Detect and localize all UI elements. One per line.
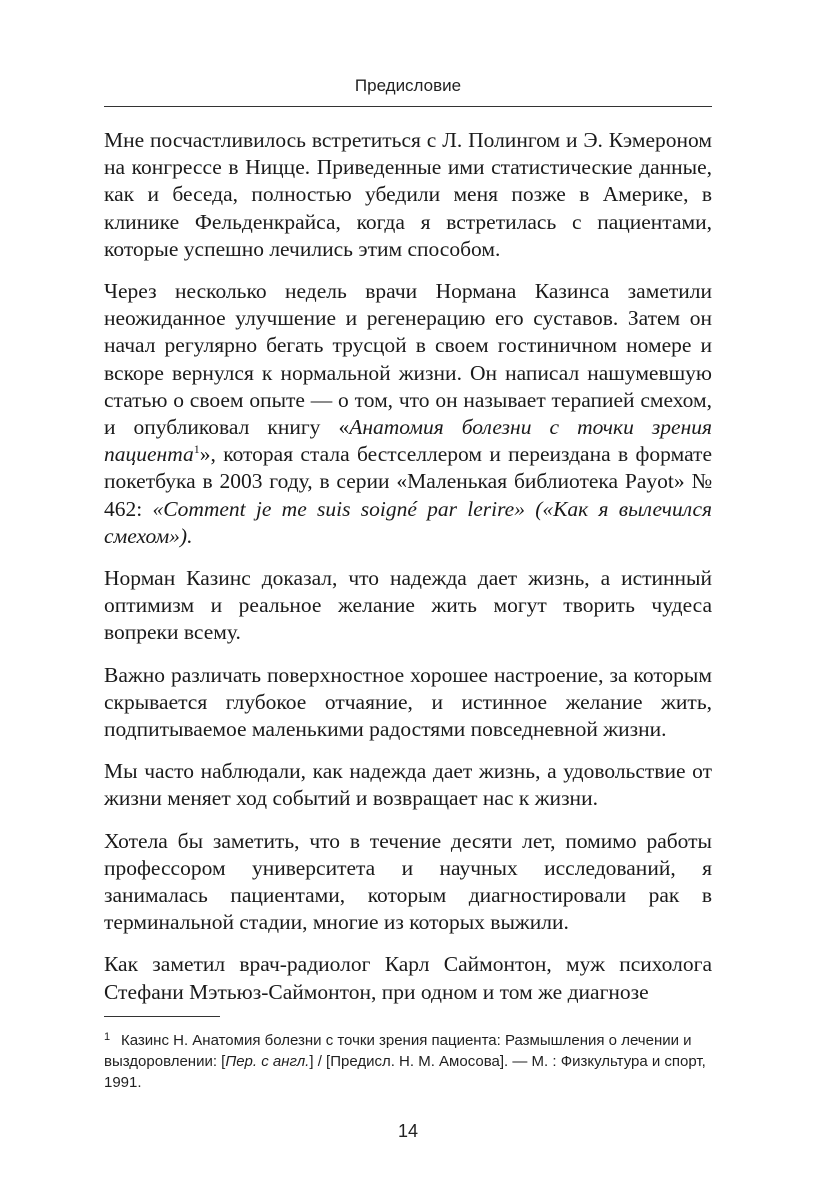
paragraph-3: Норман Казинс доказал, что надежда дает жизнь, а истинный оптимизм и реальное желание жить могут творить чудеса вопреки всему. — [104, 566, 712, 645]
body-text — [104, 127, 712, 1021]
paragraph-2-text-b: », которая стала бестселлером и переиздана в формате покетбука в 2003 году, в серии «Маленькая библиотека Payot» № 462: — [104, 442, 712, 521]
footnote-italic: Пер. с англ. — [225, 1053, 310, 1070]
running-title: Предисловие — [354, 76, 462, 95]
footnote — [104, 1027, 712, 1093]
footnote-number: 1 — [104, 1031, 111, 1043]
paragraph-5: Мы часто наблюдали, как надежда дает жизнь, а удовольствие от жизни меняет ход событий и возвращает нас к жизни. — [104, 759, 712, 811]
french-title-italic: «Comment je me suis soigné par lerire» («Как я вылечился смехом»). — [104, 496, 712, 548]
paragraph-7: Как заметил врач-радиолог Карл Саймонтон, муж психолога Стефани Мэтьюз-Саймонтон, при одном и том же диагнозе — [104, 952, 712, 1004]
paragraph-2-text-a: Через несколько недель врачи Нормана Казинса заметили неожиданное улучшение и регенерацию его суставов. Затем он начал регулярно бегать трусцой в своем гостиничном номере и вскоре вернулся к нормальной жизни. Он написал нашумевшую статью о своем опыте — о том, что он называет терапией смехом, и опубликовал книгу « — [104, 279, 712, 440]
book-title-italic: Анатомия болезни с точки зрения пациента — [104, 415, 713, 467]
paragraph-4: Важно различать поверхностное хорошее настроение, за которым скрывается глубокое отчаяние, и истинное желание жить, подпитываемое маленькими радостями повседневной жизни. — [104, 662, 712, 742]
footnote-rule — [104, 1016, 220, 1017]
paragraph-1: Мне посчастливилось встретиться с Л. Полингом и Э. Кэмероном на конгрессе в Ницце. Приведенные ими статистические данные, как и беседа, полностью убедили меня позже в Америке, в клинике Фельденкрайса, когда я встретилась с пациентами, которые успешно лечились этим способом. — [104, 128, 712, 261]
page-number: 14 — [397, 1121, 419, 1141]
footnote-reference: 1 — [193, 442, 200, 457]
footnote-text-b: ] / [Предисл. Н. М. Амосова]. — М. : Физкультура и спорт, 1991. — [104, 1053, 706, 1091]
paragraph-2 — [104, 278, 712, 550]
paragraph-6: Хотела бы заметить, что в течение десяти лет, помимо работы профессором университета и научных исследований, я занималась пациентами, которым диагностировали рак в терминальной стадии, многие из которых выжили. — [104, 828, 712, 935]
footnote-text-a: Казинс Н. Анатомия болезни с точки зрения пациента: Размышления о лечении и выздоровлении: [ — [104, 1032, 692, 1070]
header-rule — [104, 106, 712, 107]
